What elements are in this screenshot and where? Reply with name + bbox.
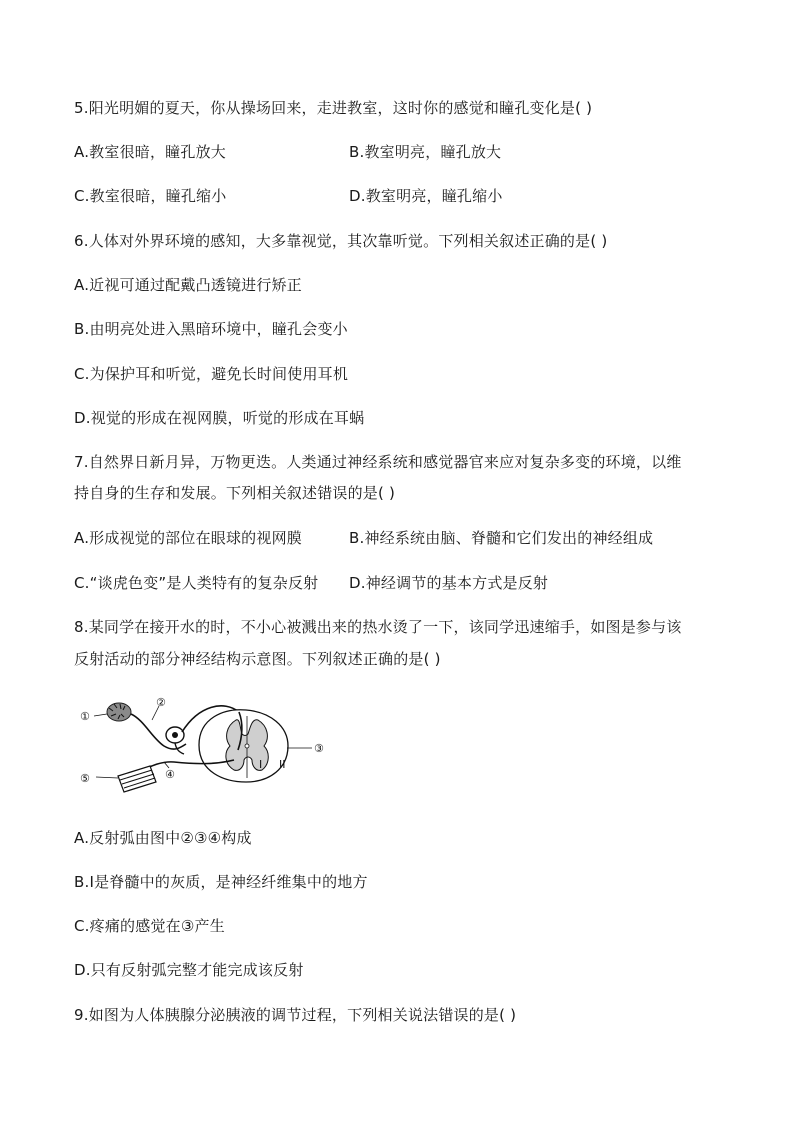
effector-muscle (118, 766, 156, 792)
q5-option-b[interactable]: B.教室明亮，瞳孔放大 (349, 143, 502, 161)
q8-option-d[interactable]: D.只有反射弧完整才能完成该反射 (74, 961, 304, 979)
spinal-cord (199, 710, 288, 782)
label-5: ⑤ (80, 772, 90, 785)
label-2: ② (156, 696, 166, 709)
q5-option-a[interactable]: A.教室很暗，瞳孔放大 (74, 143, 226, 161)
label-grey-matter: I (259, 758, 263, 771)
q5-option-d[interactable]: D.教室明亮，瞳孔缩小 (349, 187, 503, 205)
q7-option-c[interactable]: C.“谈虎色变”是人类特有的复杂反射 (74, 574, 319, 592)
q8-option-b[interactable]: B.I是脊髓中的灰质，是神经纤维集中的地方 (74, 873, 368, 891)
q6-option-d[interactable]: D.视觉的形成在视网膜，听觉的形成在耳蜗 (74, 409, 365, 427)
label-1: ① (80, 710, 90, 723)
q7-option-b[interactable]: B.神经系统由脑、脊髓和它们发出的神经组成 (349, 529, 654, 547)
q7-stem-line-1: 7.自然界日新月异，万物更迭。人类通过神经系统和感觉器官来应对复杂多变的环境，以维 (74, 453, 682, 471)
q5-stem: 5.阳光明媚的夏天，你从操场回来，走进教室，这时你的感觉和瞳孔变化是( ) (74, 99, 593, 117)
q6-option-b[interactable]: B.由明亮处进入黑暗环境中，瞳孔会变小 (74, 320, 348, 338)
q5-option-c[interactable]: C.教室很暗，瞳孔缩小 (74, 187, 227, 205)
q8-option-c[interactable]: C.疼痛的感觉在③产生 (74, 917, 225, 935)
q6-option-a[interactable]: A.近视可通过配戴凸透镜进行矫正 (74, 276, 302, 294)
q8-stem-line-1: 8.某同学在接开水的时，不小心被溅出来的热水烫了一下，该同学迅速缩手，如图是参与该 (74, 618, 682, 636)
label-3: ③ (314, 742, 324, 755)
q7-option-d[interactable]: D.神经调节的基本方式是反射 (349, 574, 549, 592)
reflex-arc-diagram (74, 690, 336, 804)
q8-option-a[interactable]: A.反射弧由图中②③④构成 (74, 829, 252, 847)
q6-option-c[interactable]: C.为保护耳和听觉，避免长时间使用耳机 (74, 365, 349, 383)
q7-stem-line-2: 持自身的生存和发展。下列相关叙述错误的是( ) (74, 484, 396, 502)
q8-stem-line-2: 反射活动的部分神经结构示意图。下列叙述正确的是( ) (74, 650, 441, 668)
label-4: ④ (165, 768, 175, 781)
label-white-matter: II (279, 758, 286, 771)
receptor-skin (107, 703, 131, 721)
q6-stem: 6.人体对外界环境的感知，大多靠视觉，其次靠听觉。下列相关叙述正确的是( ) (74, 232, 608, 250)
q7-option-a[interactable]: A.形成视觉的部位在眼球的视网膜 (74, 529, 302, 547)
q9-stem: 9.如图为人体胰腺分泌胰液的调节过程，下列相关说法错误的是( ) (74, 1006, 517, 1024)
